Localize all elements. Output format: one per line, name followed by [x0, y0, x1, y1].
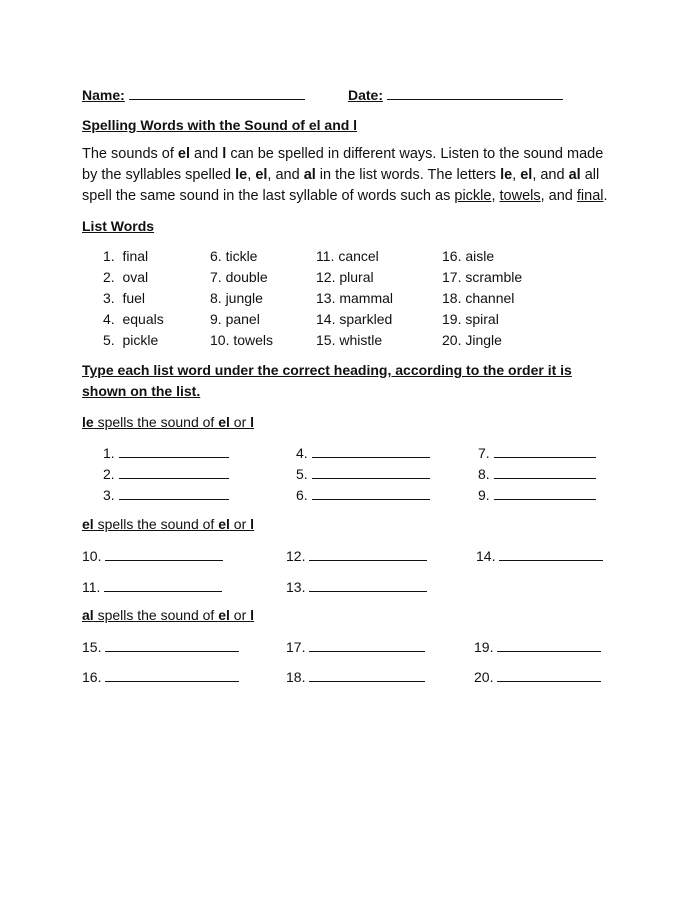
- text: , and: [532, 167, 569, 183]
- list-word: 11. cancel: [316, 248, 379, 264]
- answer-slot[interactable]: [82, 637, 239, 655]
- name-field[interactable]: [82, 85, 305, 103]
- list-word: 17. scramble: [442, 269, 523, 285]
- list-word: 3. fuel: [103, 290, 146, 306]
- list-word: 1. final: [103, 248, 149, 264]
- answer-slot[interactable]: [476, 546, 603, 564]
- list-word: 19. spiral: [442, 311, 499, 327]
- bold-text: al: [568, 167, 581, 183]
- text: in the list words. The letters: [315, 167, 501, 183]
- list-word: 5. pickle: [103, 332, 159, 348]
- bold-text: l: [250, 607, 255, 623]
- date-label: Date:: [348, 87, 384, 103]
- list-word: 10. towels: [210, 332, 274, 348]
- example-word: towels: [499, 188, 541, 204]
- list-words-heading: List Words: [82, 218, 155, 234]
- bold-text: el: [218, 414, 230, 430]
- text: spells the sound of: [93, 414, 219, 430]
- bold-text: l: [250, 414, 255, 430]
- list-word: 9. panel: [210, 311, 260, 327]
- example-word: final: [576, 188, 604, 204]
- answer-blank[interactable]: [312, 464, 430, 479]
- answer-slot[interactable]: [103, 443, 229, 461]
- bold-text: l: [250, 516, 255, 532]
- bold-text: al: [303, 167, 316, 183]
- text: or: [229, 414, 251, 430]
- slot-number: 13.: [286, 579, 306, 595]
- text: can be spelled in different ways. Listen to the sound made: [226, 146, 604, 162]
- answer-blank[interactable]: [309, 577, 427, 592]
- answer-slot[interactable]: [286, 577, 427, 595]
- text: all: [580, 167, 600, 183]
- answer-slot[interactable]: [286, 546, 427, 564]
- text: .: [603, 188, 608, 204]
- answer-blank[interactable]: [104, 577, 222, 592]
- bold-text: le: [82, 414, 94, 430]
- intro-line-2: [82, 165, 599, 186]
- list-word: 20. Jingle: [442, 332, 502, 348]
- answer-blank[interactable]: [119, 464, 229, 479]
- answer-slot[interactable]: [103, 485, 229, 503]
- slot-number: 17.: [286, 639, 306, 655]
- intro-line-3: [82, 186, 608, 207]
- answer-blank[interactable]: [309, 637, 425, 652]
- bold-text: el: [82, 516, 94, 532]
- bold-text: el: [520, 167, 533, 183]
- text: spell the same sound in the last syllable of words such as: [82, 188, 455, 204]
- slot-number: 5.: [296, 466, 308, 482]
- slot-number: 3.: [103, 487, 115, 503]
- instruction-line-2: shown on the list.: [82, 383, 201, 399]
- text: ,: [512, 167, 521, 183]
- answer-slot[interactable]: [474, 667, 601, 685]
- text: , and: [540, 188, 577, 204]
- answer-blank[interactable]: [497, 667, 601, 682]
- answer-blank[interactable]: [119, 443, 229, 458]
- bold-text: el: [255, 167, 268, 183]
- list-word: 18. channel: [442, 290, 515, 306]
- slot-number: 18.: [286, 669, 306, 685]
- example-word: pickle: [454, 188, 492, 204]
- answer-slot[interactable]: [474, 637, 601, 655]
- slot-number: 6.: [296, 487, 308, 503]
- answer-slot[interactable]: [286, 637, 425, 655]
- answer-slot[interactable]: [296, 443, 430, 461]
- answer-slot[interactable]: [82, 546, 223, 564]
- answer-blank[interactable]: [119, 485, 229, 500]
- bold-text: el: [218, 516, 230, 532]
- text: ,: [491, 188, 500, 204]
- text: spells the sound of: [93, 607, 219, 623]
- list-word: 7. double: [210, 269, 268, 285]
- list-word: 14. sparkled: [316, 311, 393, 327]
- date-field[interactable]: [348, 85, 563, 103]
- bold-text: al: [82, 607, 94, 623]
- text: spells the sound of: [93, 516, 219, 532]
- text: and: [190, 146, 223, 162]
- name-label: Name:: [82, 87, 125, 103]
- answer-blank[interactable]: [312, 485, 430, 500]
- section-le-heading: [82, 414, 254, 430]
- slot-number: 10.: [82, 548, 102, 564]
- list-word: 16. aisle: [442, 248, 495, 264]
- section-el-heading: [82, 516, 254, 532]
- bold-text: l: [222, 146, 227, 162]
- bold-text: el: [177, 146, 191, 162]
- text: , and: [267, 167, 304, 183]
- text: The sounds of: [82, 146, 178, 162]
- answer-blank[interactable]: [494, 443, 596, 458]
- slot-number: 4.: [296, 445, 308, 461]
- date-blank[interactable]: [387, 85, 563, 100]
- answer-blank[interactable]: [309, 546, 427, 561]
- list-word: 2. oval: [103, 269, 149, 285]
- answer-slot[interactable]: [478, 464, 596, 482]
- slot-number: 15.: [82, 639, 102, 655]
- answer-slot[interactable]: [296, 464, 430, 482]
- text: ,: [247, 167, 256, 183]
- slot-number: 9.: [478, 487, 490, 503]
- list-word: 15. whistle: [316, 332, 383, 348]
- list-word: 6. tickle: [210, 248, 258, 264]
- slot-number: 7.: [478, 445, 490, 461]
- bold-text: le: [235, 167, 248, 183]
- section-al-heading: [82, 607, 254, 623]
- bold-text: el: [218, 607, 230, 623]
- list-word: 12. plural: [316, 269, 374, 285]
- slot-number: 20.: [474, 669, 494, 685]
- slot-number: 14.: [476, 548, 496, 564]
- bold-text: le: [500, 167, 513, 183]
- answer-slot[interactable]: [478, 485, 596, 503]
- answer-blank[interactable]: [105, 637, 239, 652]
- answer-slot[interactable]: [82, 667, 239, 685]
- answer-blank[interactable]: [312, 443, 430, 458]
- slot-number: 1.: [103, 445, 115, 461]
- answer-slot[interactable]: [478, 443, 596, 461]
- slot-number: 12.: [286, 548, 306, 564]
- answer-slot[interactable]: [286, 667, 425, 685]
- worksheet-title: Spelling Words with the Sound of el and l: [82, 117, 358, 133]
- slot-number: 19.: [474, 639, 494, 655]
- text: or: [229, 607, 251, 623]
- slot-number: 11.: [82, 579, 101, 595]
- text: by the syllables spelled: [82, 167, 236, 183]
- list-word: 4. equals: [103, 311, 164, 327]
- name-blank[interactable]: [129, 85, 305, 100]
- intro-line-1: [82, 144, 603, 165]
- answer-blank[interactable]: [105, 546, 223, 561]
- answer-blank[interactable]: [309, 667, 425, 682]
- list-word: 13. mammal: [316, 290, 394, 306]
- answer-blank[interactable]: [499, 546, 603, 561]
- list-word: 8. jungle: [210, 290, 263, 306]
- answer-blank[interactable]: [494, 464, 596, 479]
- slot-number: 8.: [478, 466, 490, 482]
- answer-slot[interactable]: [296, 485, 430, 503]
- slot-number: 16.: [82, 669, 102, 685]
- instruction-line-1: Type each list word under the correct heading, according to the order it is: [82, 362, 572, 378]
- text: or: [229, 516, 251, 532]
- answer-blank[interactable]: [494, 485, 596, 500]
- answer-slot[interactable]: [82, 577, 222, 595]
- answer-blank[interactable]: [497, 637, 601, 652]
- answer-blank[interactable]: [105, 667, 239, 682]
- answer-slot[interactable]: [103, 464, 229, 482]
- slot-number: 2.: [103, 466, 115, 482]
